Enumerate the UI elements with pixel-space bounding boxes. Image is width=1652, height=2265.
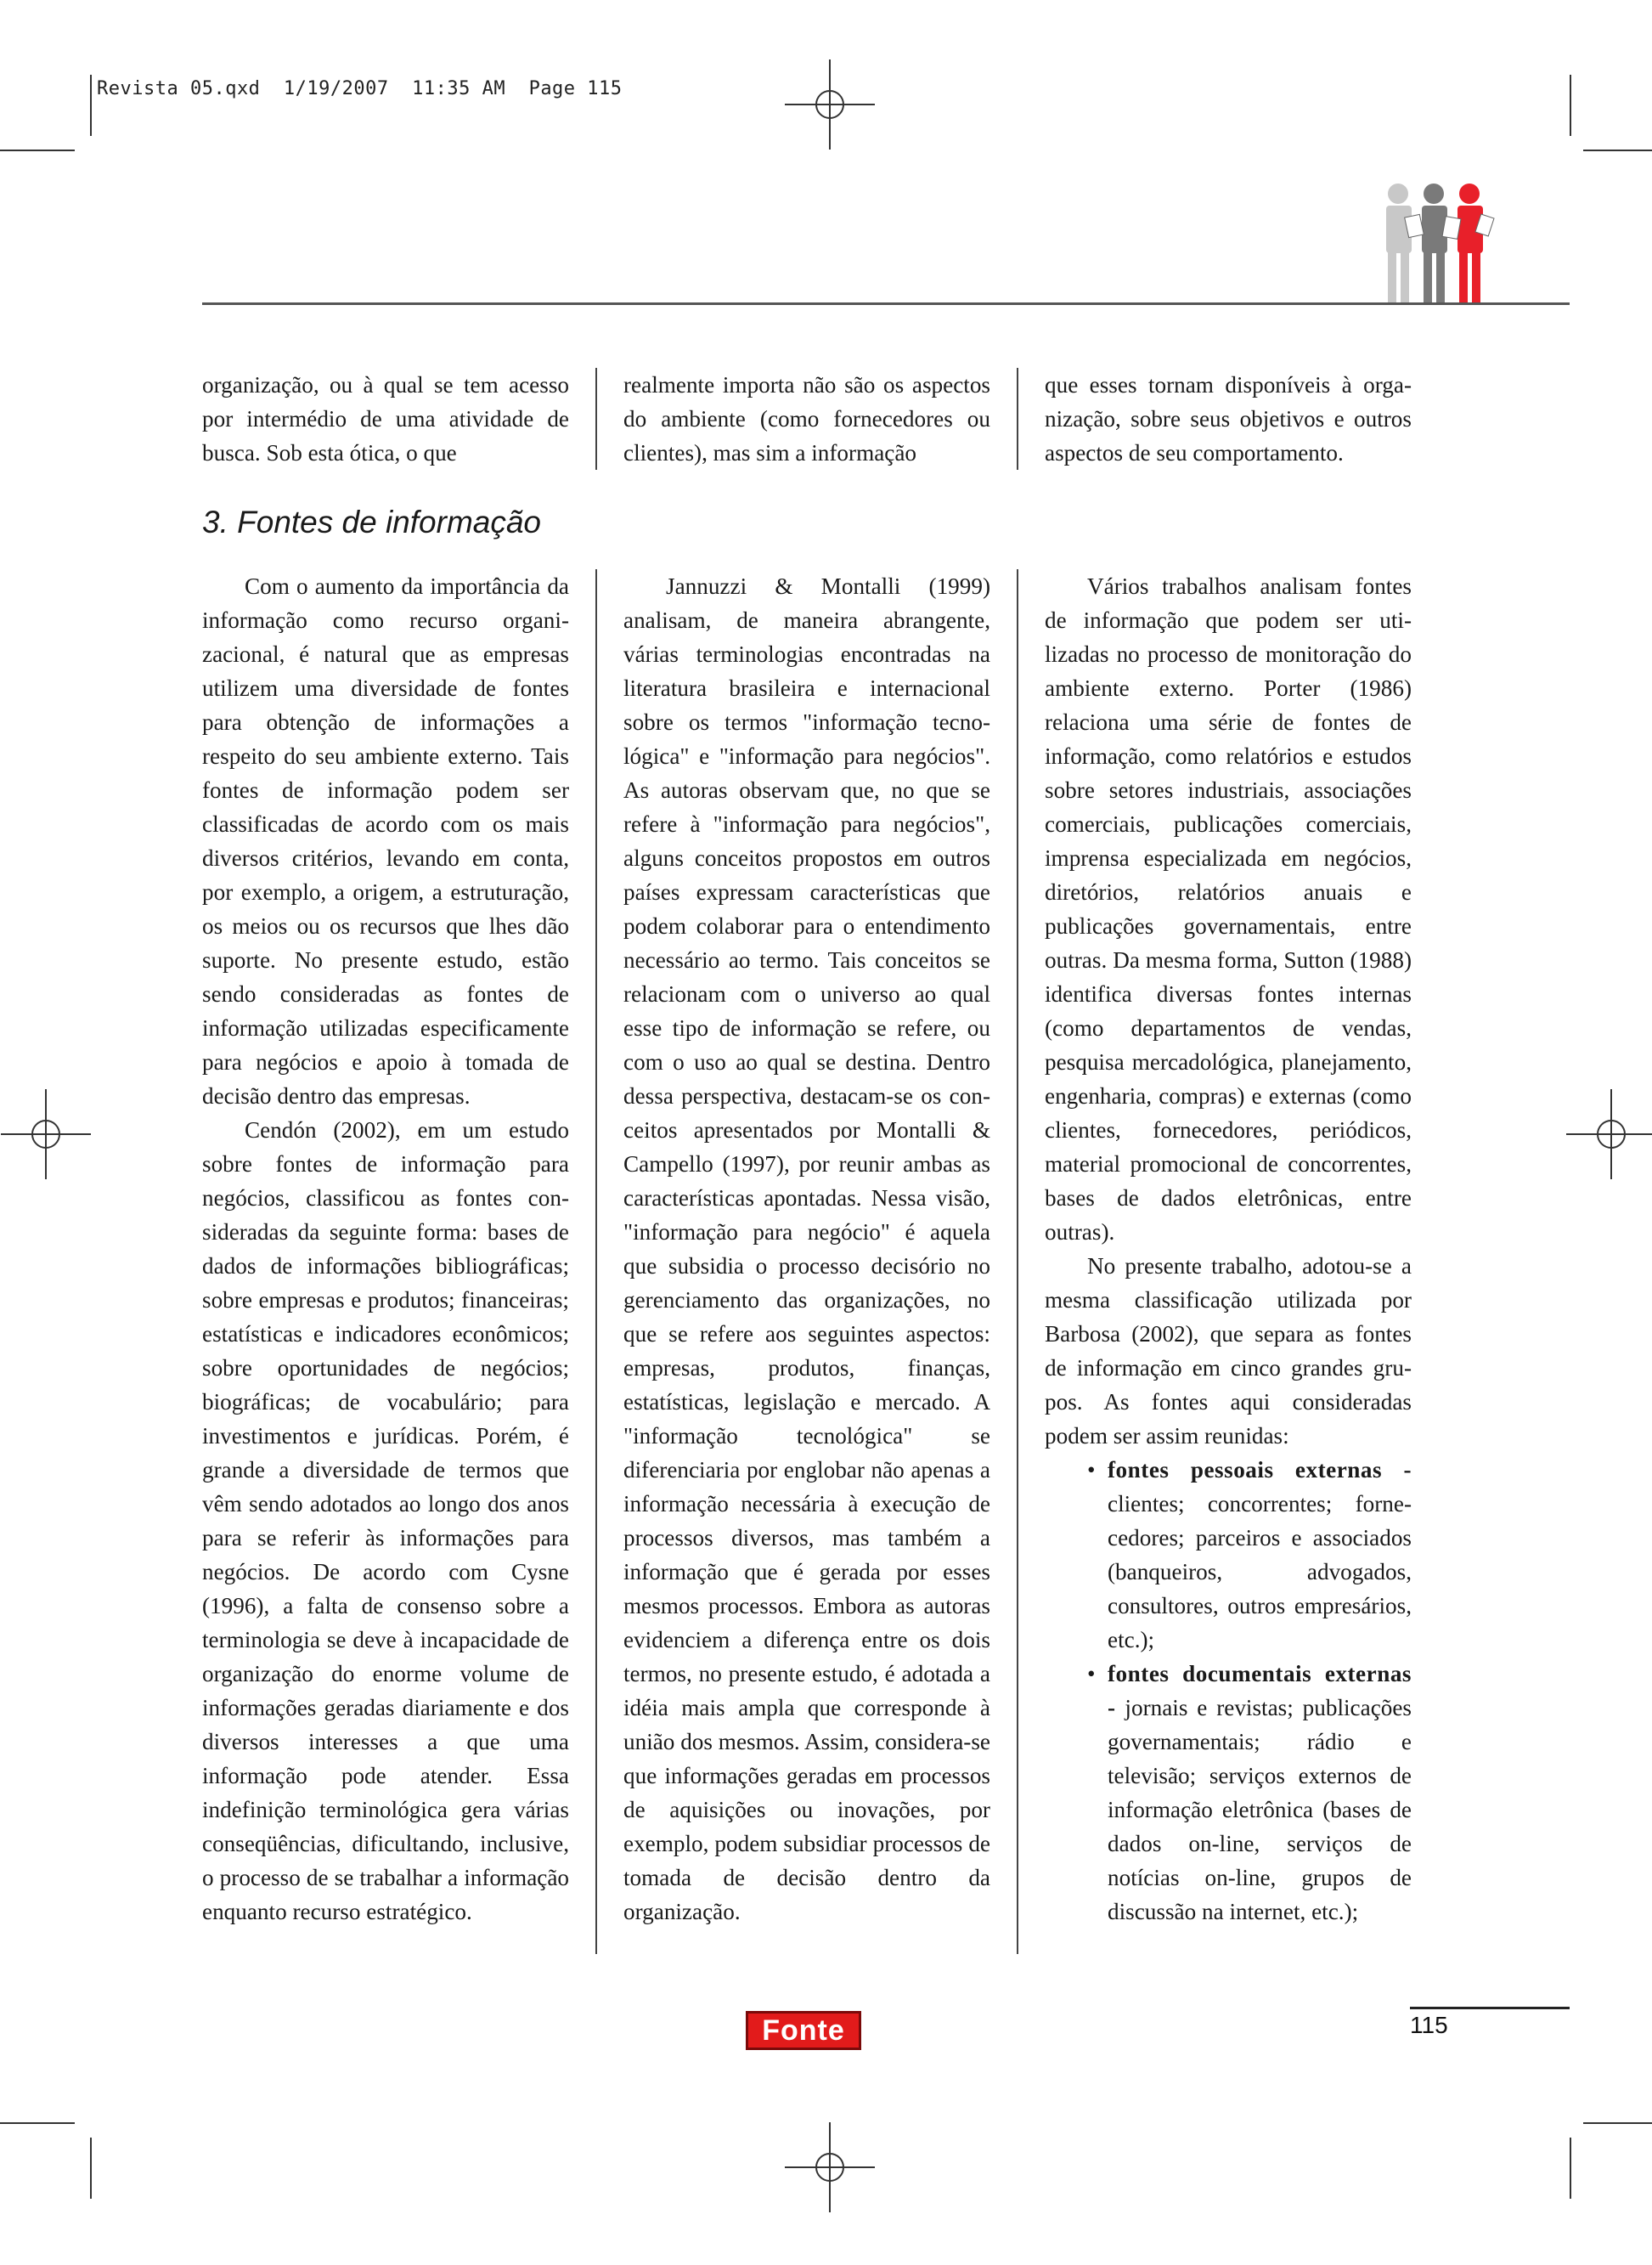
paragraph: organização, ou à qual se tem acesso por intermédio de uma atividade de busca. Sob esta ótica, o que xyxy=(202,372,569,466)
crop-mark xyxy=(90,2138,92,2199)
crop-mark xyxy=(1570,2138,1571,2199)
three-people-figures-icon xyxy=(1373,182,1500,306)
paragraph: Com o aumento da importância da informação como recurso organizacional, é natural que as empresas utilizem uma diversidade de fontes para obtenção de informações a respeito do seu ambiente externo. Tais fontes de informação podem ser classificadas de acordo com os mais diversos critérios, levando em conta, por exemplo, a origem, a estruturação, os meios ou os recursos que lhes dão suporte. No presente estudo, estão sendo consideradas as fontes de informação utilizadas especificamente para negócios e apoio à tomada de decisão dentro das empresas. xyxy=(202,573,569,1109)
body-column-2 xyxy=(623,569,990,1929)
header-rule xyxy=(202,302,1570,305)
list-item-text: jornais e revistas; publicações governamentais; rádio e televisão; serviços externos de informação eletrônica (bases de dados on-line, serviços de notícias on-line, grupos de discussão na internet, etc.); xyxy=(1108,1695,1412,1924)
list-item-text: clientes; concorrentes; fornecedores; parceiros e associados (banqueiros, advogados, consultores, outros empresários, etc.); xyxy=(1108,1491,1412,1652)
crop-mark xyxy=(1583,150,1652,151)
column-divider xyxy=(1017,569,1018,1954)
column-divider xyxy=(595,569,597,1954)
section-title: 3. Fontes de informação xyxy=(202,505,541,539)
paragraph: Jannuzzi & Montalli (1999) analisam, de maneira abrangente, várias terminologias encontradas na literatura brasileira e internacional sobre os termos "informação tecnológica" e "informação para negócios". As autoras observam que, no que se refere à "informação para negócios", alguns conceitos propostos em outros países expressam características que podem colaborar para o entendimento necessário ao termo. Tais conceitos se relacionam com o universo ao qual esse tipo de informação se refere, ou com o uso ao qual se destina. Dentro dessa perspectiva, destacam-se os conceitos apresentados por Montalli & Campello (1997), por reunir ambas as características apontadas. Nessa visão, "informação para negócio" é aquela que subsidia o processo decisório no gerenciamento das organizações, no que se refere aos seguintes aspectos: empresas, produtos, finanças, estatísticas, legislação e mercado. A "informação tecnológica" se diferenciaria por englobar não apenas a informação necessária à execução de processos diversos, mas também a informação que é gerada por esses mesmos processos. Embora as autoras evidenciem a diferença entre os dois termos, no presente estudo, é adotada a idéia mais ampla que corresponde à união dos mesmos. Assim, considera-se que informações geradas em processos de aquisições ou inovações, por exemplo, podem subsidiar processos de tomada de decisão dentro da organização. xyxy=(623,573,990,1924)
paragraph: Cendón (2002), em um estudo sobre fontes de informação para negócios, classificou as fontes consideradas da seguinte forma: bases de dados de informações bibliográficas; sobre empresas e produtos; financeiras; estatísticas e indicadores econômicos; sobre oportunidades de negócios; biográficas; de vocabulário; para investimentos e jurídicas. Porém, é grande a diversidade de termos que vêm sendo adotados ao longo dos anos para se referir às informações para negócios. De acordo com Cysne (1996), a falta de consenso sobre a terminologia se deve à incapacidade de organização do enorme volume de informações geradas diariamente e dos diversos interesses a que uma informação pode atender. Essa indefinição terminológica gera várias conseqüências, dificultando, inclusive, o processo de se trabalhar a informação enquanto recurso estratégico. xyxy=(202,1117,569,1924)
paragraph: Vários trabalhos analisam fontes de informação que podem ser utilizadas no processo de monitoração do ambiente externo. Porter (1986) relaciona uma série de fontes de informação, como relatórios e estudos sobre setores industriais, associações comerciais, publicações comerciais, imprensa especializada em negócios, diretórios, relatórios anuais e publicações governamentais, entre outras. Da mesma forma, Sutton (1988) identifica diversas fontes internas (como departamentos de vendas, pesquisa mercadológica, planejamento, engenharia, compras) e externas (como clientes, fornecedores, periódicos, material promocional de concorrentes, bases de dados eletrônicas, entre outras). xyxy=(1045,573,1412,1245)
page-number-rule xyxy=(1410,2007,1570,2009)
page-number: 115 xyxy=(1410,2012,1448,2038)
bullet-list xyxy=(1045,1453,1412,1929)
list-item xyxy=(1045,1657,1412,1929)
list-item-term: fontes documentais externas - xyxy=(1108,1661,1412,1720)
crop-mark xyxy=(1583,2122,1652,2124)
paragraph: realmente importa não são os aspectos do ambiente (como fornecedores ou clientes), mas sim a informação xyxy=(623,372,990,466)
column-divider xyxy=(1017,368,1018,470)
fonte-logo: Fonte xyxy=(746,2011,861,2050)
body-column-3 xyxy=(1045,569,1412,1929)
intro-column-3 xyxy=(1045,368,1412,470)
paragraph: que esses tornam disponíveis à organização, sobre seus objetivos e outros aspectos de seu comportamento. xyxy=(1045,372,1412,466)
paragraph: No presente trabalho, adotou-se a mesma classificação utilizada por Barbosa (2002), que separa as fontes de informação em cinco grandes grupos. As fontes aqui consideradas podem ser assim reunidas: xyxy=(1045,1253,1412,1449)
intro-column-1 xyxy=(202,368,569,470)
crop-mark xyxy=(1570,75,1571,136)
column-divider xyxy=(595,368,597,470)
body-column-1 xyxy=(202,569,569,1929)
list-item-term: fontes pessoais externas - xyxy=(1108,1457,1412,1483)
crop-mark xyxy=(0,2122,75,2124)
print-slug: Revista 05.qxd 1/19/2007 11:35 AM Page 115 xyxy=(97,78,623,99)
intro-column-2 xyxy=(623,368,990,470)
list-item xyxy=(1045,1453,1412,1657)
crop-mark xyxy=(90,75,92,136)
crop-mark xyxy=(0,150,75,151)
